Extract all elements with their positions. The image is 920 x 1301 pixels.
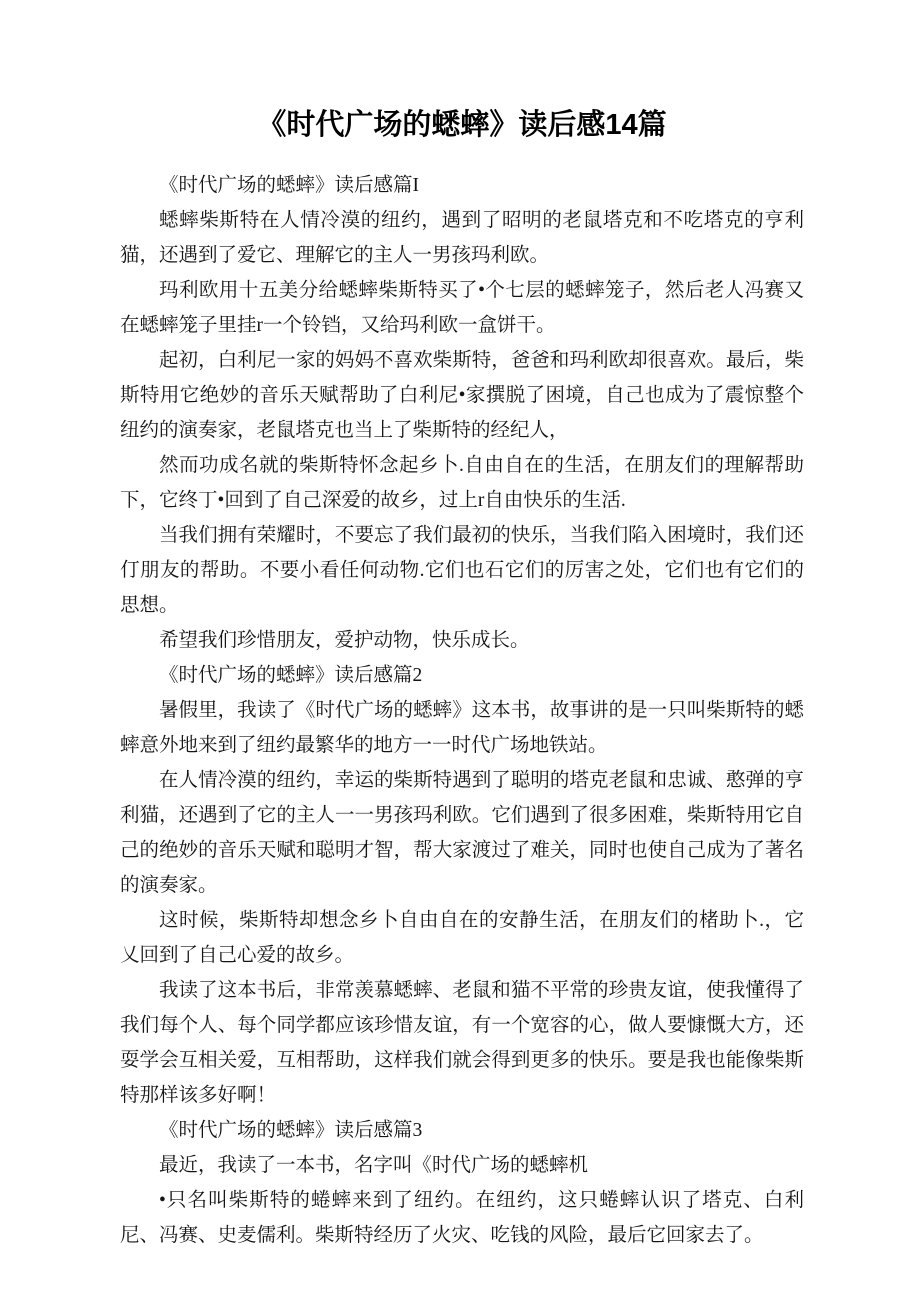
document-title: 《时代广场的蟋蟀》读后感14篇: [257, 109, 667, 141]
paragraph: 最近，我读了一本书，名字叫《时代广场的蟋蟀机: [159, 1155, 589, 1176]
paragraph: 暑假里，我读了《时代广场的蟋蟀》这本书，故事讲的是一只叫柴斯特的蟋蟀意外地来到了纽约最繁华的地方一一时代广场地铁站。: [120, 700, 804, 756]
paragraph: 在人情冷漠的纽约，幸运的柴斯特遇到了聪明的塔克老鼠和忠诚、憨弹的亨利猫，还遇到了它的主人一一男孩玛利欧。它们遇到了很多困难，柴斯特用它自己的绝妙的音乐天赋和聪明才智，帮大家渡过了难关，同时也使自己成为了著名的演奏家。: [120, 770, 804, 896]
document-body: [120, 168, 804, 1253]
paragraph: 我读了这本书后，非常羡慕蟋蟀、老鼠和猫不平常的珍贵友谊，使我懂得了我们每个人、每个同学都应该珍惜友谊，有一个宽容的心，做人要慷慨大方，还耍学会互相关爱，互相帮助，这样我们就会得到更多的快乐。要是我也能像柴斯特那样该多好啊！: [120, 980, 804, 1106]
paragraph: 当我们拥有荣耀时，不要忘了我们最初的快乐，当我们陷入困境时，我们还仃朋友的帮助。不要小看任何动物.它们也石它们的厉害之处，它们也有它们的思想。: [120, 525, 804, 616]
section-heading: 《时代广场的蟋蟀》读后感篇2: [159, 665, 423, 686]
section-heading: 《时代广场的蟋蟀》读后感篇I: [159, 175, 419, 196]
section-heading: 《时代广场的蟋蟀》读后感篇3: [159, 1120, 423, 1141]
paragraph: 玛利欧用十五美分给蟋蟀柴斯特买了•个七层的蟋蟀笼子，然后老人冯赛又在蟋蟀笼子里挂r一个铃铛，又给玛利欧一盒饼干。: [120, 280, 804, 336]
paragraph: 蟋蟀柴斯特在人情冷漠的纽约，遇到了昭明的老鼠塔克和不吃塔克的亨利猫，还遇到了爱它、理解它的主人一男孩玛利欧。: [120, 210, 804, 266]
paragraph: 起初，白利尼一家的妈妈不喜欢柴斯特，爸爸和玛利欧却很喜欢。最后，柴斯特用它绝妙的音乐天赋帮助了白利尼•家撰脱了困境，自己也成为了震惊整个纽约的演奏家，老鼠塔克也当上了柴斯特的经纪人，: [120, 350, 804, 441]
paragraph: 希望我们珍惜朋友，爱护动物，快乐成长。: [159, 630, 530, 651]
paragraph: 这时候，柴斯特却想念乡卜自由自在的安静生活，在朋友们的楮助卜.，它乂回到了自己心爱的故乡。: [120, 910, 804, 966]
paragraph: 然而功成名就的柴斯特怀念起乡卜.自由自在的生活，在朋友们的理解帮助下，它终丁•回到了自己深爱的故乡，过上r自由快乐的生活.: [120, 455, 804, 511]
paragraph: •只名叫柴斯特的蜷蟀来到了纽约。在纽约，这只蜷蟀认识了塔克、白利尼、冯赛、史麦儒利。柴斯特经历了火灾、吃钱的风险，最后它回家去了。: [120, 1190, 804, 1246]
